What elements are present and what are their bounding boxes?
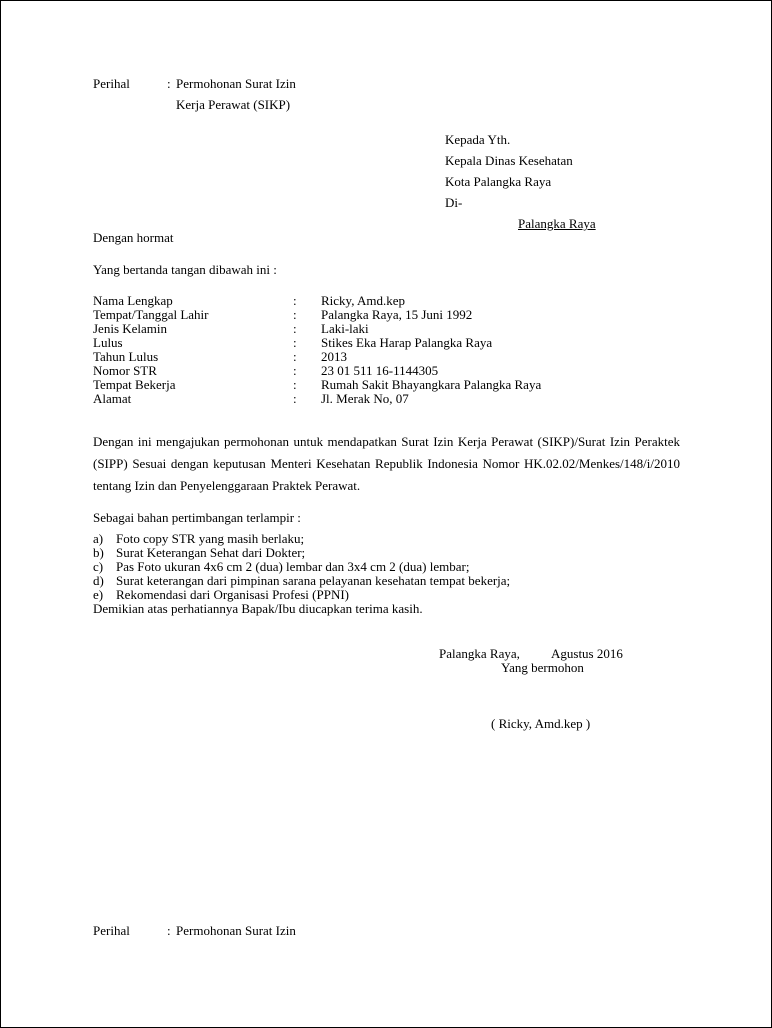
attachments-intro: Sebagai bahan pertimbangan terlampir : [93,510,301,525]
list-item: Surat keterangan dari pimpinan sarana pelayanan kesehatan tempat bekerja; [116,573,511,588]
perihal-line-1: Permohonan Surat Izin [176,76,296,91]
field-colon: : [293,321,297,336]
field-colon: : [293,293,297,308]
body-paragraph: Dengan ini mengajukan permohonan untuk mendapatkan Surat Izin Kerja Perawat (SIKP)/Surat Izin Peraktek (SIPP) Sesuai dengan keputusan Menteri Kesehatan Republik Indonesia Nomor HK.02.02/Menkes/148/i/2010 tentang Izin dan Penyelenggaraan Praktek Perawat. [93,434,680,493]
field-label: Jenis Kelamin [93,321,168,336]
field-colon: : [293,377,297,392]
perihal-colon: : [167,76,171,91]
next-perihal-colon: : [167,923,171,938]
field-label: Tempat/Tanggal Lahir [93,307,209,322]
field-colon: : [293,335,297,350]
signature-place: Palangka Raya, [439,646,520,661]
recipient-line: Kepada Yth. [445,132,511,147]
list-marker: d) [93,573,104,588]
perihal-label: Perihal [93,76,130,91]
recipient-line: Kepala Dinas Kesehatan [445,153,573,168]
field-value: Laki-laki [321,321,369,336]
perihal-line-2: Kerja Perawat (SIKP) [176,97,291,112]
recipient-city: Palangka Raya [518,216,596,231]
field-label: Lulus [93,335,123,350]
field-colon: : [293,363,297,378]
field-label: Alamat [93,391,132,406]
field-colon: : [293,391,297,406]
list-item: Surat Keterangan Sehat dari Dokter; [116,545,306,560]
greeting: Dengan hormat [93,230,174,245]
signature-date: Agustus 2016 [551,646,623,661]
field-value: 23 01 511 16-1144305 [321,363,439,378]
list-marker: e) [93,587,104,602]
field-colon: : [293,349,297,364]
closing-text: Demikian atas perhatiannya Bapak/Ibu diucapkan terima kasih. [93,601,423,616]
field-label: Tahun Lulus [93,349,159,364]
list-item: Rekomendasi dari Organisasi Profesi (PPNI) [116,587,350,602]
signature-name: ( Ricky, Amd.kep ) [491,716,591,731]
field-label: Tempat Bekerja [93,377,176,392]
next-perihal-label: Perihal [93,923,130,938]
list-marker: a) [93,531,104,546]
field-value: Ricky, Amd.kep [321,293,406,308]
next-perihal-text: Permohonan Surat Izin [176,923,296,938]
field-colon: : [293,307,297,322]
list-item: Pas Foto ukuran 4x6 cm 2 (dua) lembar dan 3x4 cm 2 (dua) lembar; [116,559,470,574]
field-value: Palangka Raya, 15 Juni 1992 [321,307,473,322]
field-value: Rumah Sakit Bhayangkara Palangka Raya [321,377,542,392]
recipient-line: Kota Palangka Raya [445,174,552,189]
list-item: Foto copy STR yang masih berlaku; [116,531,305,546]
field-value: Stikes Eka Harap Palangka Raya [321,335,493,350]
intro-text: Yang bertanda tangan dibawah ini : [93,262,277,277]
list-marker: b) [93,545,104,560]
list-marker: c) [93,559,104,574]
recipient-line: Di- [445,195,463,210]
signature-role: Yang bermohon [501,660,584,675]
field-label: Nama Lengkap [93,293,173,308]
field-value: Jl. Merak No, 07 [321,391,409,406]
field-label: Nomor STR [93,363,157,378]
field-value: 2013 [321,349,347,364]
